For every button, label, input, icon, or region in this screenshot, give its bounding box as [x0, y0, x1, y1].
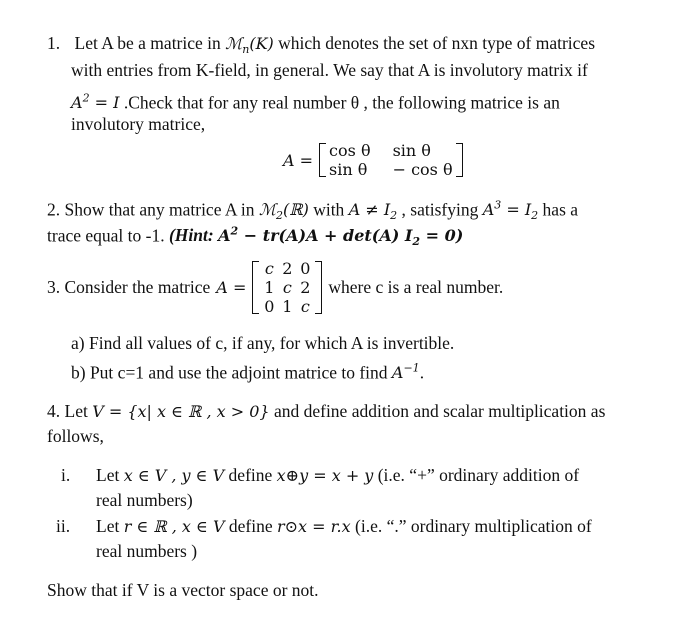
- q4-item-i-label: i.: [61, 465, 71, 485]
- q2-condition-1: $A \ne I_2$: [348, 200, 398, 223]
- q3-matrix-cell: 1: [282, 296, 293, 316]
- q4-item-i: Let x ∈ V , y ∈ V define x⊕y = x + y (i.e. “+” ordinary addition of: [96, 465, 580, 485]
- q1-matrix-lhs: A =: [283, 150, 314, 170]
- q4-item-ii: Let r ∈ ℝ , x ∈ V define r⊙x = r.x (i.e. “.” ordinary multiplication of: [96, 516, 592, 536]
- q3-matrix: [252, 259, 322, 316]
- q1-line3: $A^2 = I$ .Check that for any real number θ , the following matrice is an: [71, 92, 560, 113]
- q2-line1: 2. Show that any matrice A in ℳ$_2$(ℝ) with $A \ne I_2$ , satisfying $A^3 = I_2$ has a: [47, 199, 579, 223]
- q4-closing: Show that if V is a vector space or not.: [47, 580, 319, 600]
- q2-line2: trace equal to -1. (Hint: $A^2 - tr(A)A + \det(A) I_2 = 0$): [47, 225, 464, 249]
- q1-line1: 1. Let A be a matrice in ℳ$_n$(K) which denotes the set of nxn type of matrices: [47, 33, 596, 57]
- q3-part-b: b) Put c=1 and use the adjoint matrice to find $A^{-1}$.: [71, 362, 425, 383]
- q4-line2: follows,: [47, 426, 104, 446]
- q1-matrix-cell: cos θ: [329, 141, 371, 160]
- q1-matrix-cell: − cos θ: [392, 160, 453, 179]
- q3-part-a: a) Find all values of c, if any, for which A is invertible.: [71, 333, 455, 353]
- q1-set: ℳ$_n$(K): [225, 34, 274, 57]
- q3-matrix-lhs: A =: [216, 277, 247, 297]
- q4-set-definition: V = {x| x ∈ ℝ , x > 0}: [92, 402, 270, 421]
- q1-matrix-cell: sin θ: [329, 160, 368, 179]
- q4-item-i-line2: real numbers): [96, 490, 193, 510]
- q1-condition: $A^2 = I$: [71, 92, 120, 113]
- q1-line2: with entries from K-field, in general. We say that A is involutory matrix if: [71, 60, 588, 80]
- q4-line1: 4. Let V = {x| x ∈ ℝ , x > 0} and define addition and scalar multiplication as: [47, 401, 606, 421]
- q3-matrix-cell: 1: [264, 277, 275, 297]
- q3-line: 3. Consider the matrice A = c 2 0 1 c 2 0 1 c where c is a real number.: [47, 258, 504, 316]
- q3-matrix-cell: c: [300, 296, 310, 316]
- q2-set: ℳ$_2$(ℝ): [258, 200, 309, 223]
- q3-matrix-cell: c: [264, 258, 274, 278]
- q3-matrix-cell: 2: [282, 258, 293, 278]
- q1-matrix: [319, 141, 463, 179]
- q3-matrix-cell: c: [282, 277, 292, 297]
- q1-number: 1.: [47, 33, 61, 53]
- q3-matrix-cell: 2: [300, 277, 311, 297]
- q4-item-ii-label: ii.: [56, 516, 71, 536]
- q1-matrix-cell: sin θ: [392, 141, 431, 160]
- q2-hint: (Hint: $A^2 - tr(A)A + \det(A) I_2 = 0$): [168, 225, 464, 249]
- q1-line4: involutory matrice,: [71, 114, 206, 134]
- q3-matrix-cell: 0: [300, 258, 311, 278]
- q4-item-ii-line2: real numbers ): [96, 541, 198, 561]
- q3-matrix-cell: 0: [264, 296, 275, 316]
- q1-matrix-equation: [283, 141, 463, 179]
- q2-condition-2: $A^3 = I_2$: [482, 199, 539, 223]
